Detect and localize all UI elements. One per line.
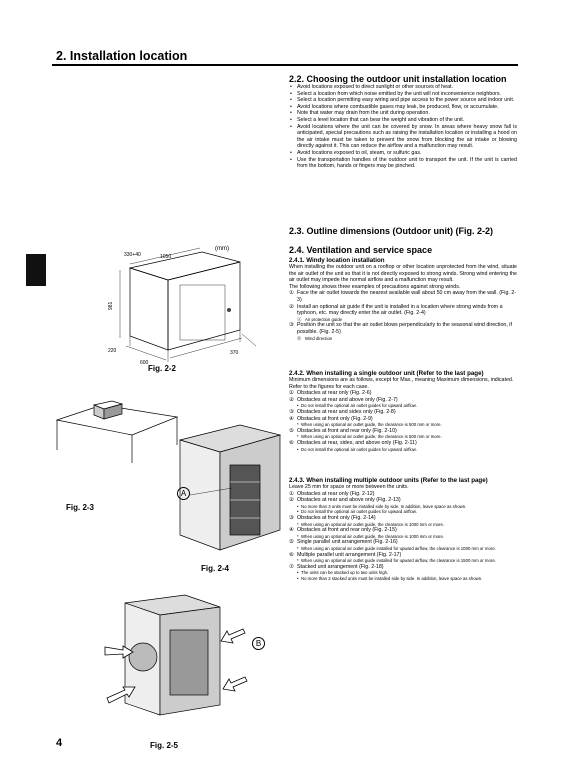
section-2-3-title: 2.3. Outline dimensions (Outdoor unit) (Fig. 2-2): [289, 226, 493, 236]
section-2-4-1-para2: The following shows three examples of precautions against strong winds.: [289, 283, 461, 290]
dim-d4: 600: [140, 360, 149, 366]
dim-d5: 220: [108, 348, 117, 354]
list-item: ④ Obstacles at front and rear only (Fig. 2-15): [289, 527, 397, 534]
list-item: ⑤ Obstacles at front and rear only (Fig. 2-10): [289, 427, 397, 434]
bullet-item: • Avoid locations where the unit can be covered by snow. In areas where heavy snow fall is anticipated, special precautions such as raising the installation location or installing a hood on the air intake must be taken to prevent the snow from blocking the air intake or blowing directly against it. This can reduce the airflow and a malfunction may result.: [289, 124, 517, 150]
sub-note: • Do not install the optional air outlet guides for upward airflow.: [297, 509, 417, 515]
section-header-title: 2. Installation location: [56, 49, 188, 63]
marker-b: B: [252, 637, 265, 650]
section-2-2-title: 2.2. Choosing the outdoor unit installation location: [289, 74, 507, 84]
section-2-4-3-para1: Leave 25 mm for space or more between the units.: [289, 484, 409, 490]
section-2-4-2-para1: Minimum dimensions are as follows, except for Max., meaning Maximum dimensions, indicated.: [289, 377, 514, 383]
list-item: ② Obstacles at rear and above only (Fig. 2-7): [289, 396, 398, 403]
sub-note: • Do not install the optional air outlet guides for upward airflow.: [297, 446, 417, 452]
fig-2-5-wind-direction-drawing: [95, 595, 275, 745]
list-item: ③ Obstacles at front only (Fig. 2-14): [289, 514, 376, 521]
list-item: ③ Obstacles at rear and sides only (Fig. 2-8): [289, 408, 396, 415]
sub-note: • No more than 3 units must be installed side by side. In addition, leave space as shown.: [297, 503, 467, 509]
sub-note: * When using an optional air outlet guide, the clearance is 500 mm or more.: [297, 434, 442, 440]
fig-2-4-label: Fig. 2-4: [201, 564, 230, 573]
sub-note: * When using an optional air outlet guide, the clearance is 1000 mm or more.: [297, 521, 445, 527]
fig-2-5-label: Fig. 2-5: [150, 741, 179, 750]
note-wind-direction: Ⓑ Wind direction: [297, 335, 333, 341]
section-2-4-2-list: [289, 390, 517, 452]
section-2-2-bullets: [289, 84, 517, 170]
sub-note: * When using an optional air outlet guide, the clearance is 500 mm or more.: [297, 422, 442, 428]
list-item: ⑦ Stacked unit arrangement (Fig. 2-18): [289, 563, 384, 570]
dim-d3: 981: [108, 301, 114, 310]
section-2-4-2-para2: Refer to the figures for each case.: [289, 383, 369, 390]
list-item: ① Obstacles at rear only (Fig. 2-6): [289, 390, 372, 397]
section-2-4-1-title: 2.4.1. Windy location installation: [289, 257, 385, 264]
list-item: ⑤ Single parallel unit arrangement (Fig. 2-16): [289, 539, 398, 546]
list-item: ⑥ Obstacles at rear, sides, and above only (Fig. 2-11): [289, 439, 417, 446]
marker-a: A: [177, 487, 190, 500]
section-2-2: [289, 74, 517, 170]
list-item: ⑥ Multiple parallel unit arrangement (Fig. 2-17): [289, 551, 402, 558]
page-number: 4: [56, 737, 63, 749]
list-item: ④ Obstacles at front only (Fig. 2-9): [289, 415, 373, 422]
list-item: ① Obstacles at rear only (Fig. 2-12): [289, 490, 375, 497]
section-2-4-3: [289, 475, 517, 582]
fig-2-2-label: Fig. 2-2: [148, 364, 177, 373]
section-2-4-2-title: 2.4.2. When installing a single outdoor unit (Refer to the last page): [289, 370, 484, 377]
sub-note: * When using an optional air outlet guide installed for upward airflow, the clearance is 1000 mm or more.: [297, 545, 496, 551]
list-item: ① Face the air outlet towards the nearest available wall about 50 cm away from the wall. (Fig. 2-3): [289, 290, 517, 303]
note-air-protection-guide: Ⓐ Air protection guide: [297, 316, 343, 322]
header-rule: [52, 64, 518, 66]
sub-note: * When using an optional air outlet guide installed for upward airflow, the clearance is 1500 mm or more.: [297, 558, 496, 564]
section-2-4-1-para1: When installing the outdoor unit on a rooftop or other location unprotected from the wind, situate the air outlet of the unit so that it is not directly exposed to strong winds. Strong wind entering the air outlet may impede the normal airflow and a malfunction may result.: [289, 264, 517, 284]
dim-d6: 370: [230, 350, 239, 356]
list-item: ③ Position the unit so that the air outlet blows perpendicularly to the seasonal wind direction, if possible. (Fig. 2-5): [289, 322, 512, 335]
dim-d2: 1050: [160, 254, 172, 260]
fig-2-3-label: Fig. 2-3: [66, 503, 95, 512]
bullet-item: • Avoid locations exposed to direct sunlight or other sources of heat.: [289, 84, 517, 91]
bullet-item: • Select a location permitting easy wiring and pipe access to the power source and indoor unit.: [289, 97, 517, 104]
bullet-item: • Use the transportation handles of the outdoor unit to transport the unit. If the unit is carried from the bottom, hands or fingers may be pinched.: [289, 157, 517, 170]
dim-d1: 330+40: [124, 252, 141, 258]
section-2-4-3-list: [289, 491, 517, 582]
bullet-item: • Avoid locations where combustible gases may leak, be produced, flow, or accumulate.: [289, 104, 517, 111]
fig-2-2-outline-drawing: [90, 250, 280, 370]
side-tab-marker: [26, 254, 46, 286]
section-2-4-2: [289, 368, 517, 452]
fig-2-3-wall-drawing: [52, 395, 182, 465]
section-2-4: [289, 245, 517, 341]
bullet-item: • Select a location from which noise emitted by the unit will not inconvenience neighbors.: [289, 91, 517, 98]
bullet-item: • Avoid locations exposed to oil, steam, or sulfuric gas.: [289, 150, 517, 157]
section-2-4-3-title: 2.4.3. When installing multiple outdoor units (Refer to the last page): [289, 477, 488, 484]
bullet-item: • Select a level location that can bear the weight and vibration of the unit.: [289, 117, 517, 124]
sub-note: • The units can be stacked up to two units high.: [297, 570, 389, 576]
section-2-4-title: 2.4. Ventilation and service space: [289, 245, 433, 255]
bullet-item: • Note that water may drain from the unit during operation.: [289, 110, 517, 117]
sub-note: • Do not install the optional air outlet guides for upward airflow.: [297, 403, 417, 409]
sub-note: * When using an optional air outlet guide, the clearance is 1000 mm or more.: [297, 533, 445, 539]
list-item: ② Obstacles at rear and above only (Fig. 2-13): [289, 497, 401, 504]
section-2-3: [289, 226, 517, 236]
list-item: ② Install an optional air guide if the unit is installed in a location where strong winds from a typhoon, etc. may directly enter the air outlet. (Fig. 2-4): [289, 303, 503, 317]
sub-note: • No more than 2 stacked units must be installed side by side. In addition, leave space as shown.: [297, 575, 483, 581]
unit-label-mm: (mm): [215, 246, 229, 252]
